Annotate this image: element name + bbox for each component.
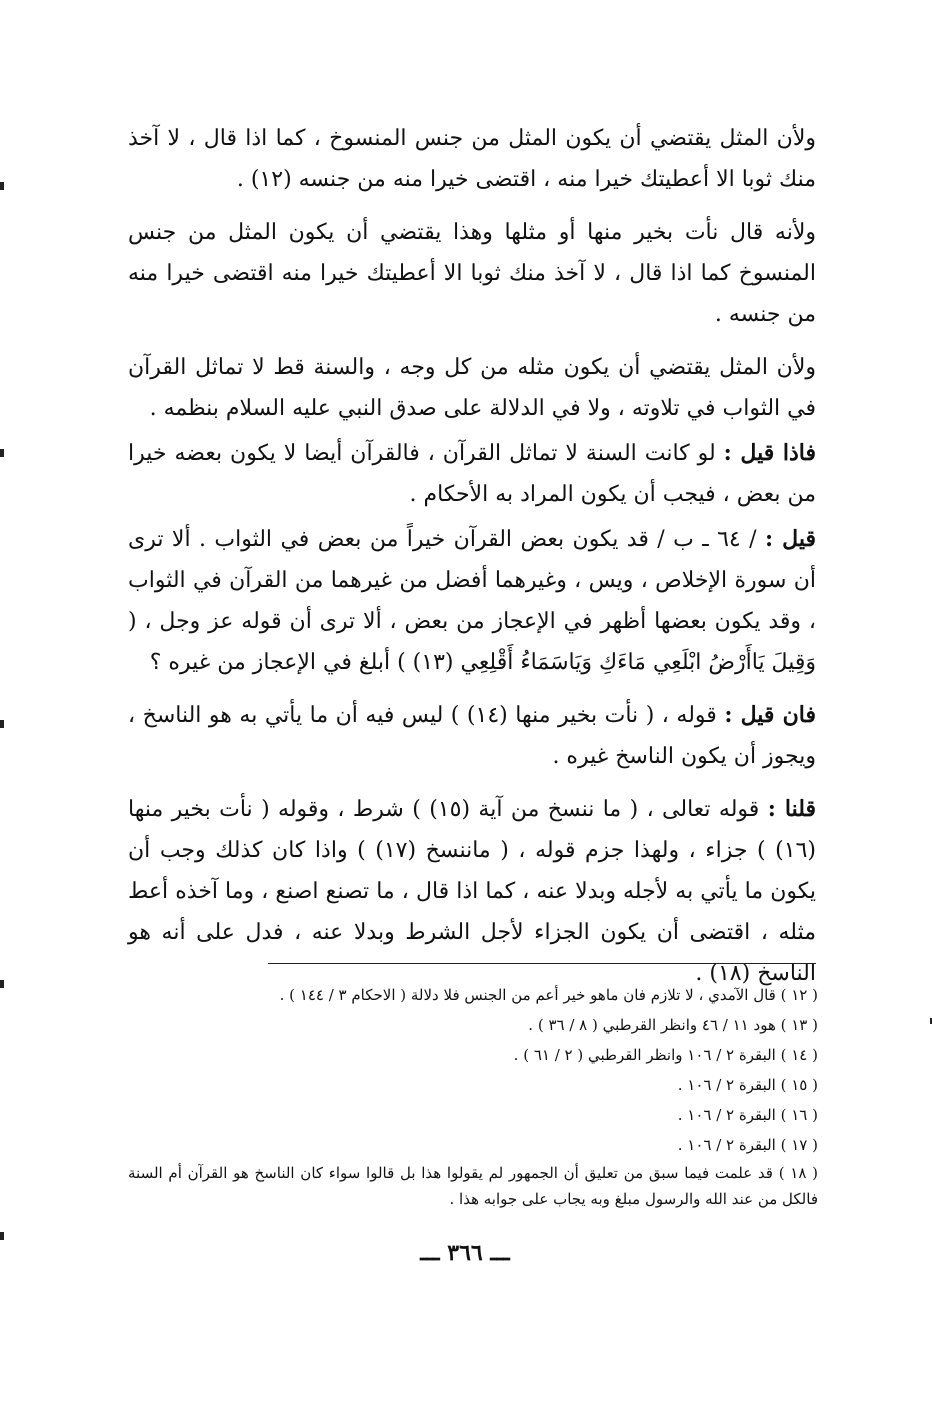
margin-mark [0,1232,4,1240]
qa-paragraph [128,433,816,515]
paragraph: ولأنه قال نأت بخير منها أو مثلها وهذا يقتضي أن يكون المثل من جنس المنسوخ كما اذا قال ، لا آخذ منك ثوبا الا أعطيتك خيرا منه اقتضى خيرا منه من جنسه . [128,220,816,327]
footnote: ( ١٨ ) قد علمت فيما سبق من تعليق أن الجمهور لم يقولوا هذا بل قالوا سواء كان الناسخ هو القرآن أم السنة فالكل من عند الله والرسول مبلغ وبه يجاب على جوابه هذا . [128,1164,819,1208]
keyword: قلنا : [767,796,817,822]
margin-mark [0,449,4,457]
keyword: فاذا قيل : [723,440,817,466]
qa-paragraph [128,519,816,683]
margin-mark [0,720,4,728]
main-text [128,118,816,1006]
page-number: ـــ ٣٦٦ ـــ [420,1240,510,1266]
qa-text: / ٦٤ ـ ب / قد يكون بعض القرآن خيراً من بعض في الثواب . ألا ترى أن سورة الإخلاص ، ويس ، وغيرهما أفضل من غيرهما من القرآن في الثواب ، وقد يكون بعضها أظهر في الإعجاز من بعض ، ألا ترى أن قوله عز وجل ، ( وَقِيلَ يَاأَرْضُ ابْلَعِي مَاءَكِ وَيَاسَمَاءُ أَقْلِعِي (١٣) ) أبلغ في الإعجاز من غيره ؟ [128,527,816,675]
qa-text: قوله تعالى ، ( ما ننسخ من آية (١٥) ) شرط ، وقوله ( نأت بخير منها (١٦) ) جزاء ، ولهذا جزم قوله ، ( ماننسخ (١٧) ) واذا كان كذلك وجب أن يكون ما يأتي به لأجله وبدلا عنه ، كما اذا قال ، ما تصنع اصنع ، وما آخذه أعط مثله ، اقتضى أن يكون الجزاء لأجل الشرط وبدلا عنه ، فدل على أنه هو الناسخ (١٨) . [128,797,816,986]
margin-mark [0,182,4,190]
qa-text: قوله ، ( نأت بخير منها (١٤) ) ليس فيه أن ما يأتي به هو الناسخ ، ويجوز أن يكون الناسخ غيره . [128,703,816,769]
footnote-divider [268,963,816,964]
footnotes [128,980,818,1212]
footnote: ( ١٥ ) البقرة ٢ / ١٠٦ . [677,1076,818,1094]
footnote: ( ١٧ ) البقرة ٢ / ١٠٦ . [677,1136,818,1154]
footnote: ( ١٢ ) قال الآمدي ، لا تلازم فان ماهو خير أعم من الجنس فلا دلالة ( الاحكام ٣ / ١٤٤ ) . [279,986,818,1004]
qa-paragraph [128,695,816,777]
margin-mark [0,980,4,988]
footnote: ( ١٤ ) البقرة ٢ / ١٠٦ وانظر القرطبي ( ٢ / ٦١ ) . [513,1046,818,1064]
footnote: ( ١٦ ) البقرة ٢ / ١٠٦ . [677,1106,818,1124]
qa-text: لو كانت السنة لا تماثل القرآن ، فالقرآن أيضا لا يكون بعضه خيرا من بعض ، فيجب أن يكون المراد به الأحكام . [128,441,816,507]
keyword: فان قيل : [724,702,816,728]
keyword: قيل : [764,526,816,552]
footnote: ( ١٣ ) هود ١١ / ٤٦ وانظر القرطبي ( ٨ / ٣٦ ) . [528,1016,818,1034]
paragraph: ولأن المثل يقتضي أن يكون مثله من كل وجه ، والسنة قط لا تماثل القرآن في الثواب في تلاوته ، ولا في الدلالة على صدق النبي عليه السلام بنظمه . [128,355,816,421]
paragraph: ولأن المثل يقتضي أن يكون المثل من جنس المنسوخ ، كما اذا قال ، لا آخذ منك ثوبا الا أعطيتك خيرا منه ، اقتضى خيرا منه من جنسه (١٢) . [128,126,816,192]
